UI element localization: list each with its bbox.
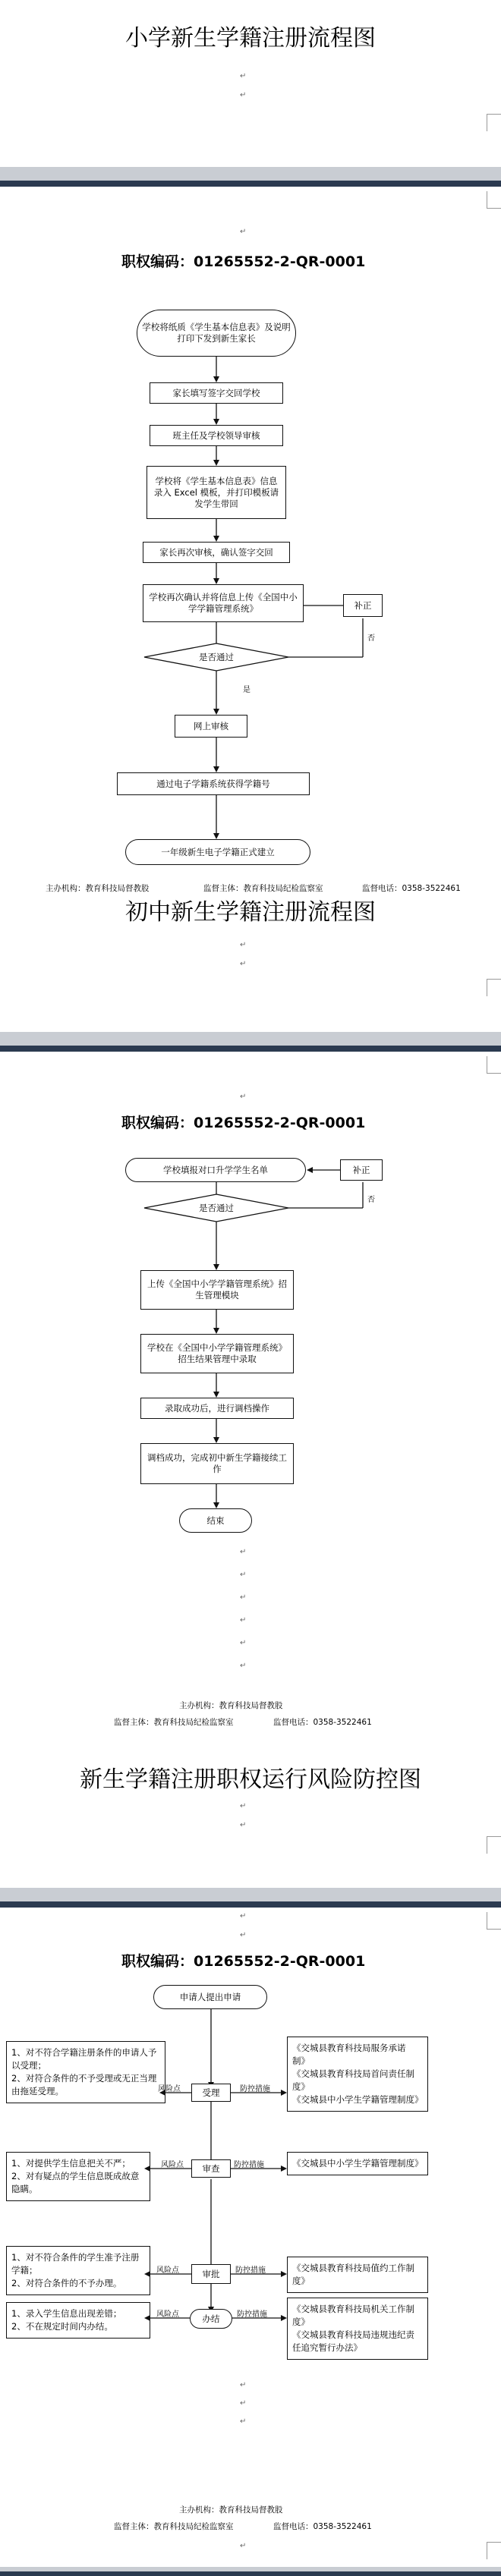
mflow-step-1: 学校填报对口升学学生名单 — [125, 1158, 306, 1182]
risk-point-label: 风险点 — [156, 2310, 179, 2319]
para-mark: ↵ — [240, 1593, 247, 1602]
para-mark: ↵ — [240, 1639, 247, 1647]
measures-label: 防控措施 — [234, 2161, 264, 2169]
authority-code: 职权编码：01265552-2-QR-0001 — [121, 1115, 366, 1131]
risk-text-decide: 1、对不符合条件的学生准予注册学籍； 2、对符合条件的不予办理。 — [6, 2246, 150, 2295]
measure-text-handle: 《交城县教育科技局机关工作制度》 《交城县教育科技局违规违纪责任追究暂行办法》 — [287, 2298, 428, 2360]
footer-host: 主办机构：教育科技局督教股 — [46, 884, 150, 893]
para-mark: ↵ — [240, 2381, 247, 2389]
page-separator — [0, 2567, 501, 2576]
para-mark: ↵ — [240, 1548, 247, 1556]
risk-start: 申请人提出申请 — [153, 1985, 267, 2009]
label-no: 否 — [367, 634, 375, 643]
label-no: 否 — [367, 1196, 375, 1204]
flow-step-7: 网上审核 — [175, 715, 247, 738]
measure-text-review: 《交城县中小学生学籍管理制度》 — [287, 2152, 428, 2175]
decision-pass: 是否通过 — [199, 1203, 234, 1213]
page-corner — [487, 1056, 501, 1074]
measure-text-accept: 《交城县教育科技局服务承诺制》 《交城县教育科技局首问责任制度》 《交城县中小学生学籍管理制度》 — [287, 2037, 428, 2112]
mflow-step-2: 上传《全国中小学学籍管理系统》招生管理模块 — [140, 1270, 294, 1310]
page-corner — [487, 979, 501, 996]
measures-label: 防控措施 — [237, 2310, 267, 2319]
risk-point-label: 风险点 — [161, 2161, 184, 2169]
para-mark: ↵ — [240, 1662, 247, 1670]
risk-node-decide: 审批 — [191, 2264, 231, 2284]
page-corner — [487, 2542, 501, 2559]
para-mark: ↵ — [240, 1571, 247, 1579]
page-separator — [0, 1888, 501, 1908]
flow-step-3: 班主任及学校领导审核 — [150, 425, 283, 446]
authority-code: 职权编码：01265552-2-QR-0001 — [121, 1953, 366, 1970]
footer-supervisor: 监督主体：教育科技局纪检监察室 — [114, 2522, 234, 2531]
risk-node-accept: 受理 — [191, 2084, 231, 2102]
para-mark: ↵ — [240, 941, 247, 949]
mflow-step-3: 学校在《全国中小学学籍管理系统》招生结果管理中录取 — [140, 1334, 294, 1373]
supplement-box: 补正 — [340, 1159, 383, 1181]
para-mark: ↵ — [240, 1616, 247, 1625]
para-mark: ↵ — [240, 1931, 247, 1939]
para-mark: ↵ — [240, 91, 247, 99]
page-title-risk: 新生学籍注册职权运行风险防控图 — [80, 1766, 421, 1793]
risk-text-handle: 1、录入学生信息出现差错； 2、不在规定时间内办结。 — [6, 2302, 150, 2339]
footer-supervisor: 监督主体：教育科技局纪检监察室 — [114, 1718, 234, 1727]
supplement-box: 补正 — [343, 594, 383, 617]
risk-text-accept: 1、对不符合学籍注册条件的申请人予以受理； 2、对符合条件的不予受理或无正当理由拖延受理。 — [6, 2041, 165, 2103]
flow-step-5: 家长再次审核，确认签字交回 — [143, 542, 290, 563]
para-mark: ↵ — [240, 228, 247, 236]
footer-phone: 监督电话：0358-3522461 — [273, 1718, 372, 1727]
page-title-primary: 小学新生学籍注册流程图 — [125, 25, 376, 52]
mflow-end: 结束 — [179, 1508, 252, 1533]
footer-host: 主办机构：教育科技局督教股 — [179, 2505, 283, 2515]
para-mark: ↵ — [240, 2542, 247, 2550]
footer-host: 主办机构：教育科技局督教股 — [179, 1701, 283, 1710]
measures-label: 防控措施 — [240, 2085, 270, 2093]
page-corner — [487, 1912, 501, 1930]
para-mark: ↵ — [240, 1821, 247, 1829]
para-mark: ↵ — [240, 1802, 247, 1810]
para-mark: ↵ — [240, 1093, 247, 1101]
risk-node-review: 审查 — [191, 2159, 231, 2178]
decision-pass: 是否通过 — [199, 652, 234, 662]
flow-step-1: 学校将纸质《学生基本信息表》及说明打印下发到新生家长 — [137, 310, 296, 357]
risk-text-review: 1、对提供学生信息把关不严； 2、对有疑点的学生信息既成故意隐瞒。 — [6, 2152, 150, 2201]
authority-code: 职权编码：01265552-2-QR-0001 — [121, 253, 366, 270]
flow-step-4: 学校将《学生基本信息表》信息录入 Excel 模板，并打印模板请发学生带回 — [147, 466, 286, 519]
flow-step-6: 学校再次确认并将信息上传《全国中小学学籍管理系统》 — [143, 584, 304, 622]
risk-point-label: 风险点 — [158, 2085, 181, 2093]
page-corner — [487, 1836, 501, 1854]
measures-label: 防控措施 — [235, 2266, 266, 2275]
mflow-step-5: 调档成功，完成初中新生学籍接续工作 — [140, 1443, 294, 1484]
para-mark: ↵ — [240, 960, 247, 968]
footer-supervisor: 监督主体：教育科技局纪检监察室 — [203, 884, 323, 893]
flow-step-2: 家长填写签字交回学校 — [150, 382, 283, 404]
page-separator — [0, 1032, 501, 1052]
page-title-middle: 初中新生学籍注册流程图 — [125, 899, 376, 926]
mflow-step-4: 录取成功后，进行调档操作 — [140, 1398, 294, 1419]
flow-step-9: 一年级新生电子学籍正式建立 — [125, 839, 310, 865]
risk-node-handle: 办结 — [190, 2309, 232, 2329]
label-yes: 是 — [243, 686, 250, 694]
para-mark: ↵ — [240, 2417, 247, 2426]
risk-point-label: 风险点 — [156, 2266, 179, 2275]
para-mark: ↵ — [240, 1912, 247, 1920]
footer-phone: 监督电话：0358-3522461 — [273, 2522, 372, 2531]
para-mark: ↵ — [240, 2399, 247, 2408]
footer-phone: 监督电话：0358-3522461 — [362, 884, 461, 893]
para-mark: ↵ — [240, 72, 247, 80]
measure-text-decide: 《交城县教育科技局值约工作制度》 — [287, 2257, 428, 2293]
flow-step-8: 通过电子学籍系统获得学籍号 — [117, 772, 310, 795]
